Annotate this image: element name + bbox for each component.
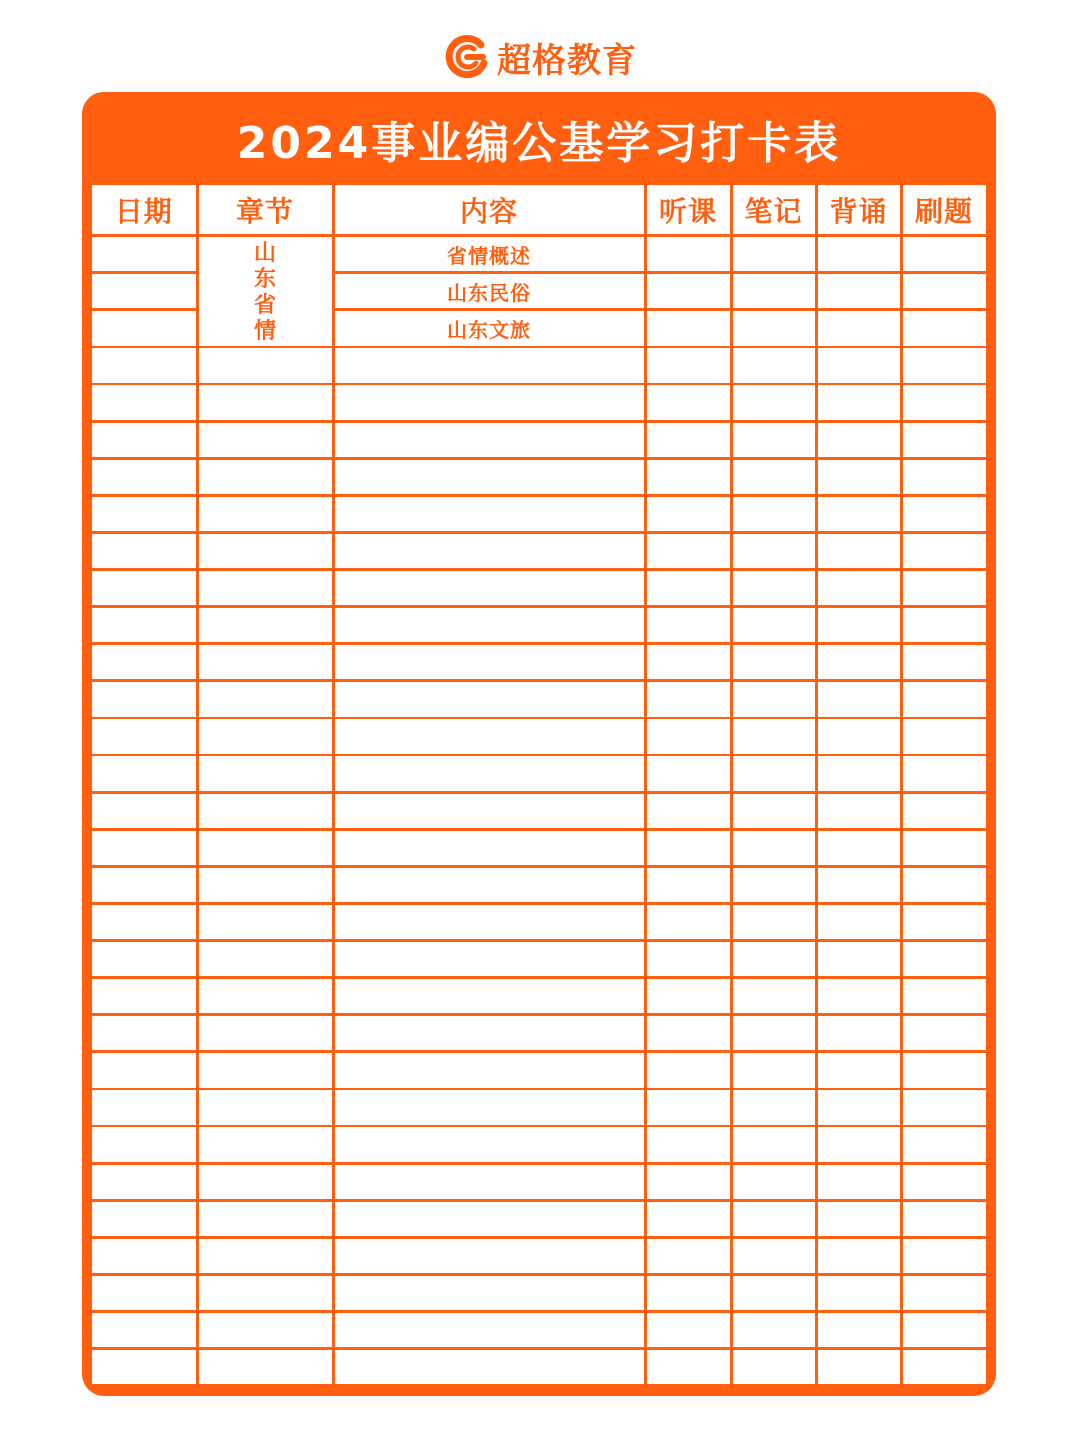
table-cell-content[interactable] — [335, 794, 644, 828]
table-cell-listen[interactable] — [647, 1239, 730, 1273]
checkin-sheet — [82, 92, 996, 1396]
table-cell-practice[interactable] — [903, 794, 986, 828]
table-cell-content[interactable] — [335, 1016, 644, 1050]
table-cell-practice[interactable] — [903, 1053, 986, 1087]
table-cell-date[interactable] — [92, 534, 196, 568]
table-cell-recite[interactable] — [818, 1090, 900, 1124]
table-cell-listen[interactable] — [647, 1350, 730, 1384]
table-cell-listen[interactable] — [647, 385, 730, 419]
table-cell-recite[interactable] — [818, 645, 900, 679]
table-cell-practice[interactable] — [903, 1016, 986, 1050]
table-cell-date[interactable] — [92, 942, 196, 976]
table-cell-chapter[interactable] — [199, 1127, 332, 1161]
table-cell-notes[interactable] — [733, 1276, 815, 1310]
table-cell-notes[interactable] — [733, 942, 815, 976]
table-cell-content[interactable] — [335, 682, 644, 716]
table-cell-recite[interactable] — [818, 756, 900, 790]
table-cell-chapter[interactable] — [199, 497, 332, 531]
table-cell-date[interactable] — [92, 1313, 196, 1347]
table-cell-notes[interactable] — [733, 423, 815, 457]
table-cell-notes[interactable] — [733, 460, 815, 494]
table-cell-recite[interactable] — [818, 831, 900, 865]
table-cell-listen[interactable] — [647, 237, 730, 271]
table-cell-listen[interactable] — [647, 571, 730, 605]
content-cell: 山东文旅 — [335, 311, 644, 345]
table-cell-content[interactable] — [335, 645, 644, 679]
table-cell-recite[interactable] — [818, 979, 900, 1013]
table-cell-chapter[interactable] — [199, 756, 332, 790]
table-cell-chapter[interactable] — [199, 645, 332, 679]
table-cell-practice[interactable] — [903, 719, 986, 753]
table-cell-notes[interactable] — [733, 645, 815, 679]
table-cell-recite[interactable] — [818, 348, 900, 382]
table-cell-listen[interactable] — [647, 1053, 730, 1087]
table-cell-content[interactable] — [335, 571, 644, 605]
table-cell-notes[interactable] — [733, 831, 815, 865]
table-cell-practice[interactable] — [903, 571, 986, 605]
brand-header — [0, 32, 1080, 82]
table-cell-practice[interactable] — [903, 237, 986, 271]
table-cell-date[interactable] — [92, 831, 196, 865]
table-cell-date[interactable] — [92, 868, 196, 902]
table-cell-notes[interactable] — [733, 534, 815, 568]
content-cell: 山东民俗 — [335, 274, 644, 308]
column-header-notes: 笔记 — [733, 185, 815, 234]
table-cell-date[interactable] — [92, 274, 196, 308]
table-cell-chapter[interactable] — [199, 608, 332, 642]
table-cell-content[interactable] — [335, 905, 644, 939]
table-cell-chapter[interactable] — [199, 1313, 332, 1347]
table-cell-practice[interactable] — [903, 756, 986, 790]
table-cell-content[interactable] — [335, 1313, 644, 1347]
table-cell-content[interactable] — [335, 460, 644, 494]
table-cell-practice[interactable] — [903, 311, 986, 345]
table-cell-recite[interactable] — [818, 794, 900, 828]
table-cell-listen[interactable] — [647, 497, 730, 531]
table-cell-listen[interactable] — [647, 868, 730, 902]
table-cell-date[interactable] — [92, 460, 196, 494]
table-cell-notes[interactable] — [733, 1202, 815, 1236]
table-cell-recite[interactable] — [818, 608, 900, 642]
table-cell-chapter[interactable] — [199, 942, 332, 976]
table-cell-recite[interactable] — [818, 385, 900, 419]
table-cell-notes[interactable] — [733, 1127, 815, 1161]
table-cell-notes[interactable] — [733, 348, 815, 382]
table-cell-content[interactable] — [335, 497, 644, 531]
table-cell-content[interactable] — [335, 719, 644, 753]
table-cell-notes[interactable] — [733, 1313, 815, 1347]
table-cell-listen[interactable] — [647, 460, 730, 494]
table-cell-listen[interactable] — [647, 905, 730, 939]
table-cell-practice[interactable] — [903, 423, 986, 457]
table-cell-recite[interactable] — [818, 237, 900, 271]
table-cell-recite[interactable] — [818, 571, 900, 605]
table-cell-chapter[interactable] — [199, 979, 332, 1013]
table-cell-recite[interactable] — [818, 1313, 900, 1347]
table-cell-practice[interactable] — [903, 460, 986, 494]
column-header-chapter: 章节 — [199, 185, 332, 234]
table-cell-chapter[interactable] — [199, 905, 332, 939]
table-cell-practice[interactable] — [903, 682, 986, 716]
table-cell-notes[interactable] — [733, 497, 815, 531]
table-cell-chapter[interactable] — [199, 794, 332, 828]
table-cell-recite[interactable] — [818, 719, 900, 753]
chaoge-g-logo-icon — [443, 33, 491, 81]
table-cell-practice[interactable] — [903, 274, 986, 308]
table-cell-notes[interactable] — [733, 1053, 815, 1087]
table-cell-chapter[interactable] — [199, 1053, 332, 1087]
table-cell-practice[interactable] — [903, 497, 986, 531]
table-cell-content[interactable] — [335, 1053, 644, 1087]
table-cell-notes[interactable] — [733, 274, 815, 308]
chapter-char: 省 — [253, 293, 276, 318]
table-cell-chapter[interactable] — [199, 1202, 332, 1236]
column-header-content: 内容 — [335, 185, 644, 234]
table-cell-listen[interactable] — [647, 942, 730, 976]
table-cell-practice[interactable] — [903, 1090, 986, 1124]
table-cell-recite[interactable] — [818, 1016, 900, 1050]
table-cell-content[interactable] — [335, 942, 644, 976]
table-cell-recite[interactable] — [818, 1053, 900, 1087]
table-cell-notes[interactable] — [733, 1165, 815, 1199]
table-cell-date[interactable] — [92, 1127, 196, 1161]
table-cell-practice[interactable] — [903, 1165, 986, 1199]
table-cell-content[interactable] — [335, 1350, 644, 1384]
table-cell-content[interactable] — [335, 1127, 644, 1161]
table-cell-content[interactable] — [335, 1239, 644, 1273]
table-cell-recite[interactable] — [818, 311, 900, 345]
brand-name: 超格教育 — [497, 40, 637, 81]
table-cell-recite[interactable] — [818, 682, 900, 716]
table-cell-chapter[interactable] — [199, 1276, 332, 1310]
chapter-char: 情 — [253, 319, 276, 344]
table-cell-recite[interactable] — [818, 1276, 900, 1310]
table-cell-listen[interactable] — [647, 1276, 730, 1310]
table-cell-chapter[interactable] — [199, 1016, 332, 1050]
table-cell-date[interactable] — [92, 794, 196, 828]
table-cell-notes[interactable] — [733, 1350, 815, 1384]
table-cell-notes[interactable] — [733, 385, 815, 419]
table-cell-listen[interactable] — [647, 682, 730, 716]
table-cell-chapter[interactable] — [199, 1165, 332, 1199]
table-cell-notes[interactable] — [733, 571, 815, 605]
table-cell-chapter[interactable] — [199, 1350, 332, 1384]
table-cell-practice[interactable] — [903, 385, 986, 419]
table-cell-listen[interactable] — [647, 756, 730, 790]
table-cell-date[interactable] — [92, 348, 196, 382]
table-cell-chapter[interactable] — [199, 1090, 332, 1124]
table-cell-practice[interactable] — [903, 645, 986, 679]
table-cell-listen[interactable] — [647, 1090, 730, 1124]
table-cell-chapter[interactable] — [199, 385, 332, 419]
table-cell-practice[interactable] — [903, 1239, 986, 1273]
table-cell-recite[interactable] — [818, 942, 900, 976]
column-header-listen: 听课 — [647, 185, 730, 234]
table-cell-date[interactable] — [92, 1202, 196, 1236]
table-cell-notes[interactable] — [733, 682, 815, 716]
table-cell-listen[interactable] — [647, 311, 730, 345]
table-cell-listen[interactable] — [647, 423, 730, 457]
table-cell-content[interactable] — [335, 608, 644, 642]
table-cell-listen[interactable] — [647, 1016, 730, 1050]
table-cell-date[interactable] — [92, 979, 196, 1013]
table-cell-listen[interactable] — [647, 348, 730, 382]
table-cell-notes[interactable] — [733, 608, 815, 642]
table-cell-content[interactable] — [335, 1202, 644, 1236]
table-cell-content[interactable] — [335, 1165, 644, 1199]
table-cell-listen[interactable] — [647, 1165, 730, 1199]
table-cell-recite[interactable] — [818, 497, 900, 531]
table-cell-recite[interactable] — [818, 274, 900, 308]
table-cell-recite[interactable] — [818, 868, 900, 902]
chapter-cell-shandong — [199, 237, 332, 346]
table-cell-date[interactable] — [92, 1016, 196, 1050]
table-cell-listen[interactable] — [647, 645, 730, 679]
table-cell-date[interactable] — [92, 645, 196, 679]
table-cell-recite[interactable] — [818, 905, 900, 939]
table-cell-notes[interactable] — [733, 719, 815, 753]
table-cell-recite[interactable] — [818, 423, 900, 457]
table-cell-content[interactable] — [335, 1090, 644, 1124]
table-cell-date[interactable] — [92, 237, 196, 271]
table-cell-notes[interactable] — [733, 311, 815, 345]
table-cell-notes[interactable] — [733, 756, 815, 790]
sheet-title: 2024事业编公基学习打卡表 — [236, 118, 842, 169]
table-cell-date[interactable] — [92, 1276, 196, 1310]
table-cell-practice[interactable] — [903, 979, 986, 1013]
table-cell-content[interactable] — [335, 979, 644, 1013]
table-cell-recite[interactable] — [818, 1350, 900, 1384]
table-cell-date[interactable] — [92, 311, 196, 345]
table-cell-chapter[interactable] — [199, 1239, 332, 1273]
table-cell-practice[interactable] — [903, 831, 986, 865]
table-cell-notes[interactable] — [733, 794, 815, 828]
table-cell-recite[interactable] — [818, 1127, 900, 1161]
table-cell-listen[interactable] — [647, 274, 730, 308]
table-cell-date[interactable] — [92, 497, 196, 531]
table-cell-practice[interactable] — [903, 534, 986, 568]
table-cell-practice[interactable] — [903, 1127, 986, 1161]
table-cell-recite[interactable] — [818, 1165, 900, 1199]
table-cell-listen[interactable] — [647, 831, 730, 865]
table-cell-chapter[interactable] — [199, 423, 332, 457]
table-cell-date[interactable] — [92, 719, 196, 753]
table-cell-recite[interactable] — [818, 460, 900, 494]
table-cell-date[interactable] — [92, 905, 196, 939]
table-cell-practice[interactable] — [903, 1313, 986, 1347]
table-cell-date[interactable] — [92, 423, 196, 457]
table-cell-recite[interactable] — [818, 534, 900, 568]
table-cell-date[interactable] — [92, 1165, 196, 1199]
table-cell-content[interactable] — [335, 385, 644, 419]
table-cell-notes[interactable] — [733, 979, 815, 1013]
table-cell-chapter[interactable] — [199, 682, 332, 716]
table-cell-chapter[interactable] — [199, 534, 332, 568]
table-cell-date[interactable] — [92, 1053, 196, 1087]
table-cell-content[interactable] — [335, 1276, 644, 1310]
table-cell-date[interactable] — [92, 1350, 196, 1384]
table-cell-listen[interactable] — [647, 719, 730, 753]
table-cell-content[interactable] — [335, 534, 644, 568]
table-cell-listen[interactable] — [647, 1313, 730, 1347]
table-cell-notes[interactable] — [733, 1090, 815, 1124]
chapter-char: 山 — [253, 241, 276, 266]
table-cell-chapter[interactable] — [199, 831, 332, 865]
table-cell-date[interactable] — [92, 571, 196, 605]
table-cell-recite[interactable] — [818, 1202, 900, 1236]
table-cell-listen[interactable] — [647, 1127, 730, 1161]
table-cell-listen[interactable] — [647, 608, 730, 642]
table-cell-practice[interactable] — [903, 1350, 986, 1384]
table-cell-content[interactable] — [335, 423, 644, 457]
table-cell-listen[interactable] — [647, 1202, 730, 1236]
table-cell-content[interactable] — [335, 868, 644, 902]
table-cell-practice[interactable] — [903, 868, 986, 902]
table-cell-notes[interactable] — [733, 1239, 815, 1273]
table-cell-practice[interactable] — [903, 348, 986, 382]
column-header-date: 日期 — [92, 185, 196, 234]
table-cell-chapter[interactable] — [199, 571, 332, 605]
table-cell-listen[interactable] — [647, 534, 730, 568]
table-cell-chapter[interactable] — [199, 348, 332, 382]
table-cell-content[interactable] — [335, 756, 644, 790]
table-cell-date[interactable] — [92, 1090, 196, 1124]
column-header-practice: 刷题 — [903, 185, 986, 234]
table-cell-practice[interactable] — [903, 1202, 986, 1236]
table-cell-practice[interactable] — [903, 905, 986, 939]
table-cell-notes[interactable] — [733, 237, 815, 271]
table-cell-date[interactable] — [92, 608, 196, 642]
table-cell-listen[interactable] — [647, 979, 730, 1013]
table-cell-practice[interactable] — [903, 1276, 986, 1310]
content-cell: 省情概述 — [335, 237, 644, 271]
table-cell-chapter[interactable] — [199, 719, 332, 753]
table-cell-date[interactable] — [92, 682, 196, 716]
table-cell-notes[interactable] — [733, 1016, 815, 1050]
chapter-char: 东 — [253, 267, 276, 292]
table-cell-chapter[interactable] — [199, 868, 332, 902]
table-cell-content[interactable] — [335, 348, 644, 382]
table-cell-chapter[interactable] — [199, 460, 332, 494]
table-cell-date[interactable] — [92, 756, 196, 790]
column-header-recite: 背诵 — [818, 185, 900, 234]
table-cell-content[interactable] — [335, 831, 644, 865]
table-cell-notes[interactable] — [733, 868, 815, 902]
table-cell-practice[interactable] — [903, 608, 986, 642]
table-cell-practice[interactable] — [903, 942, 986, 976]
table-cell-date[interactable] — [92, 1239, 196, 1273]
table-cell-listen[interactable] — [647, 794, 730, 828]
table-cell-notes[interactable] — [733, 905, 815, 939]
table-cell-date[interactable] — [92, 385, 196, 419]
table-cell-recite[interactable] — [818, 1239, 900, 1273]
